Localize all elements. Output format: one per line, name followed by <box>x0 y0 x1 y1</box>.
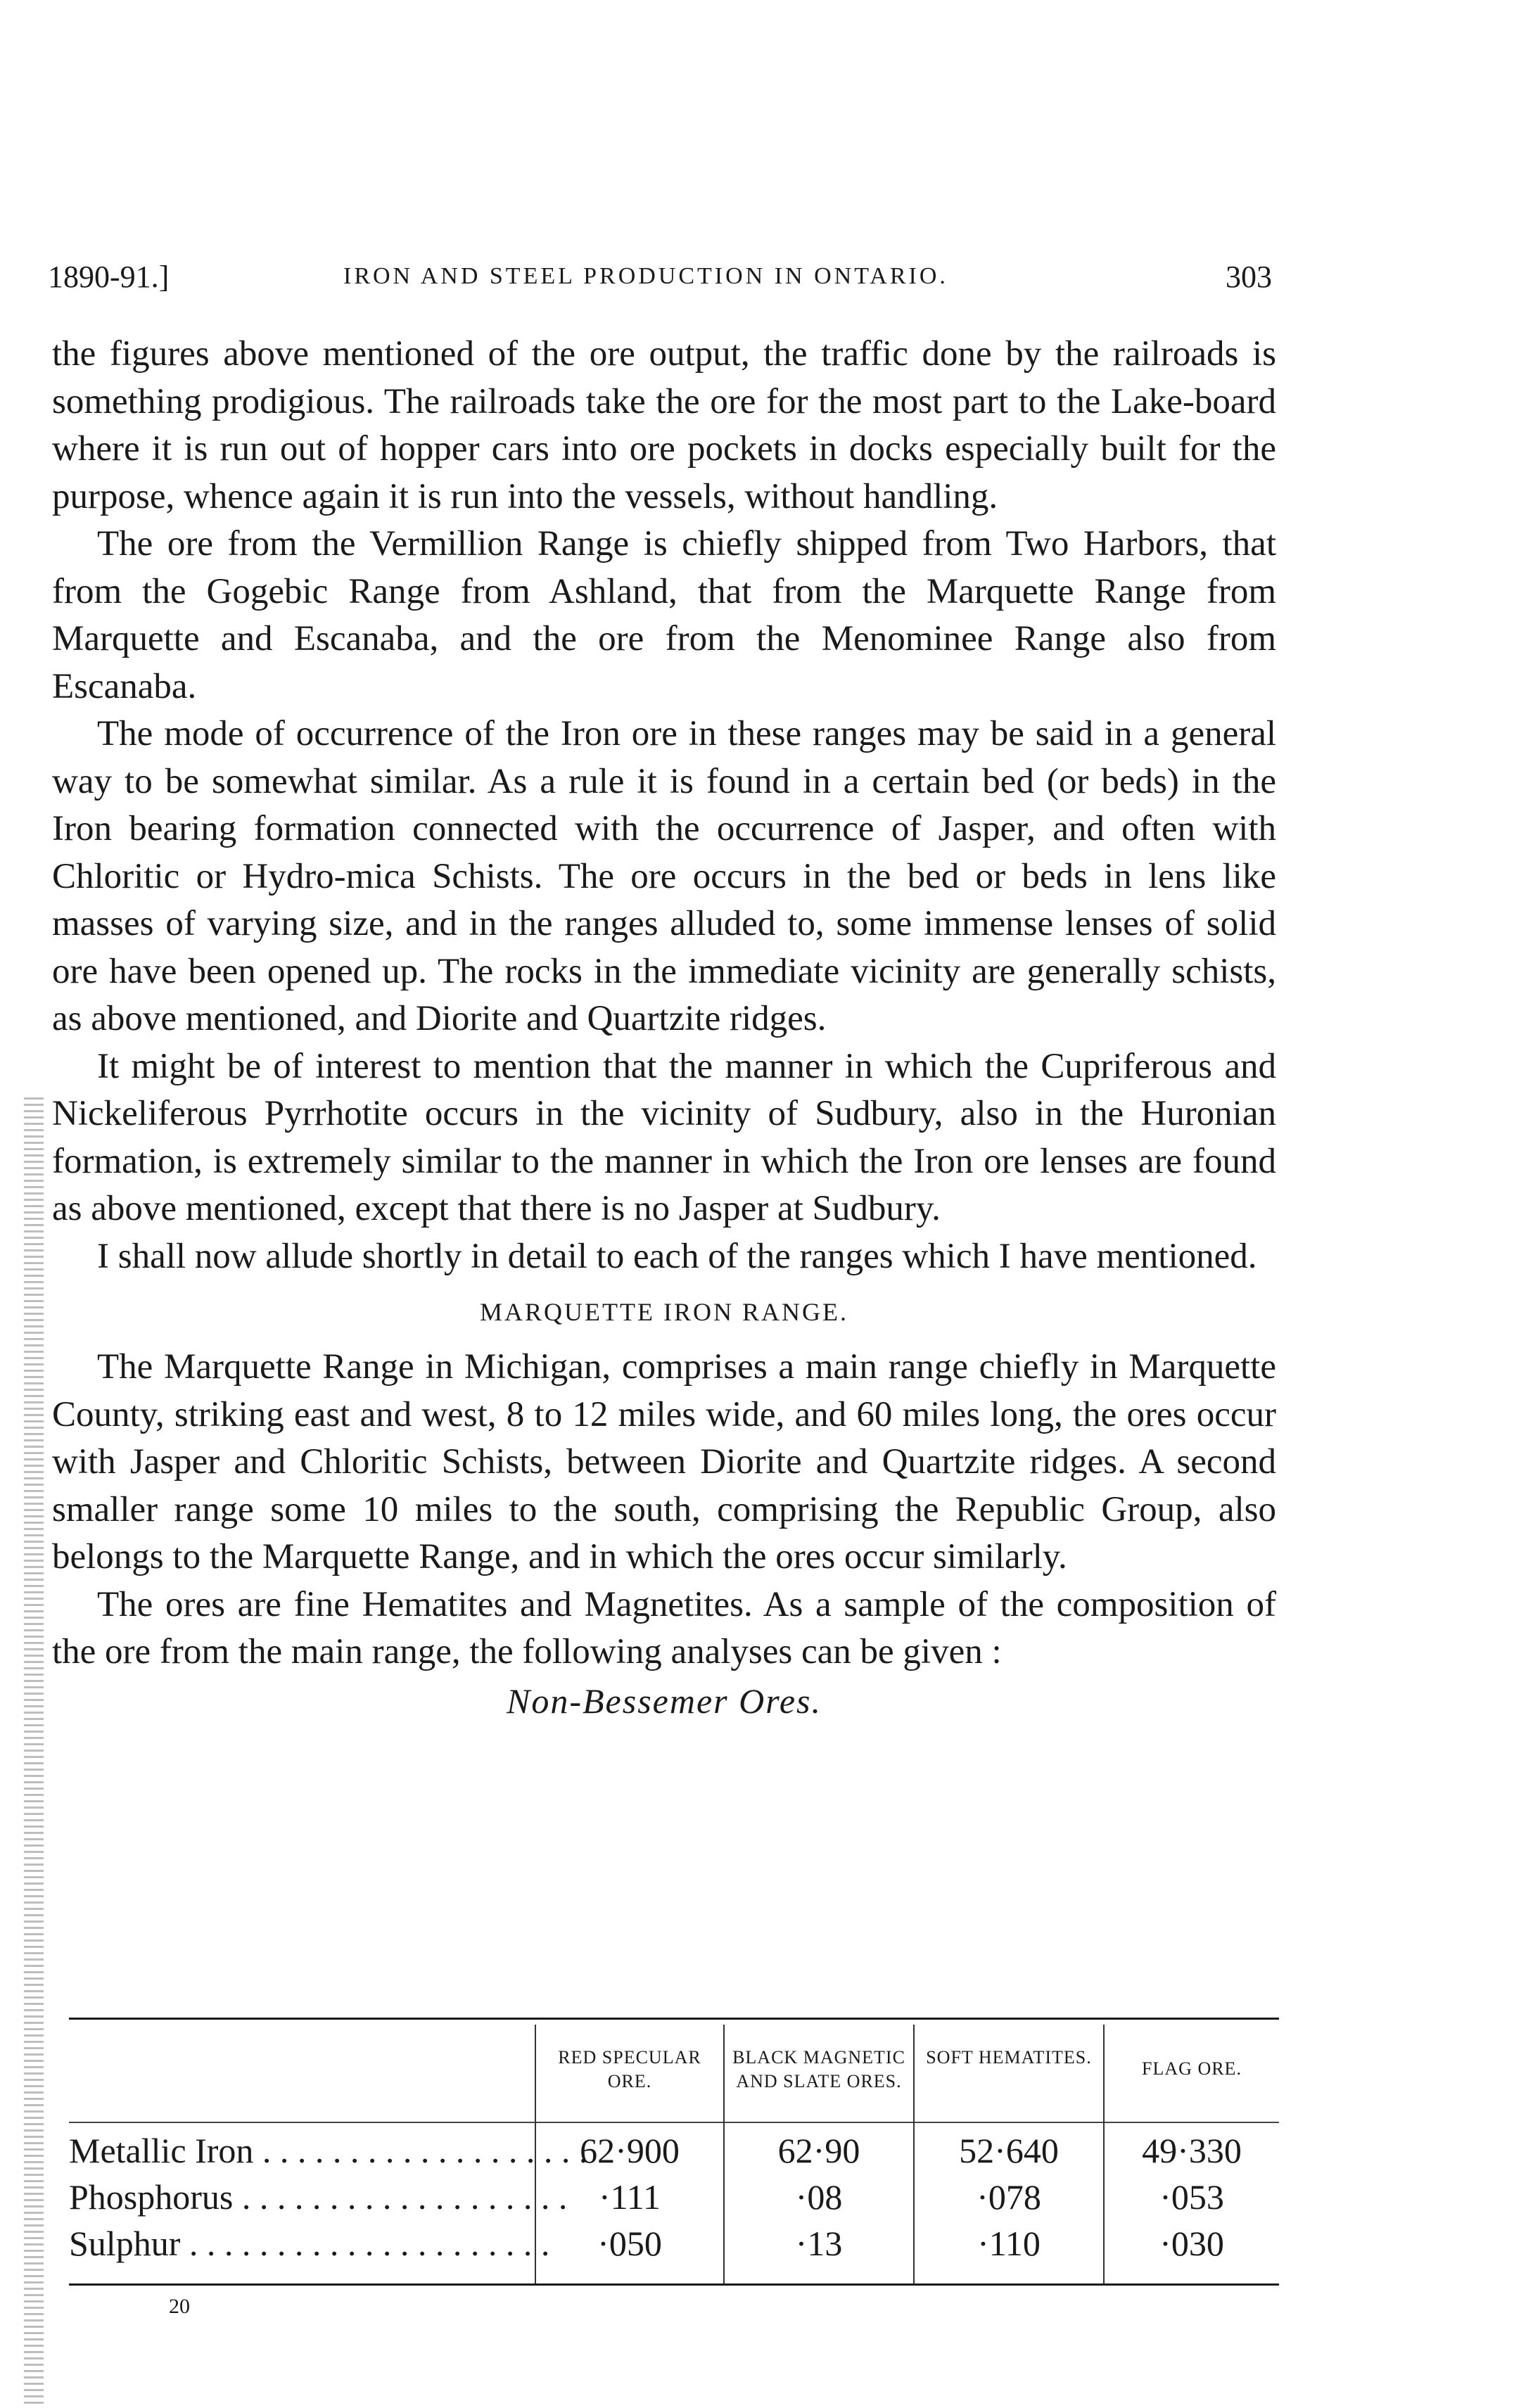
table-cell: ·111 <box>599 2177 661 2217</box>
row-label-text: Phosphorus <box>69 2177 234 2217</box>
column-header-red-specular: RED SPECULAR ORE. <box>558 2047 701 2091</box>
table-cell: ·030 <box>1159 2224 1224 2263</box>
table-cell: ·110 <box>977 2224 1041 2263</box>
body-text <box>52 331 1276 1726</box>
header-year: 1890-91.] <box>48 260 170 294</box>
analysis-table <box>69 2018 1279 2292</box>
table-top-rule <box>69 2018 1279 2020</box>
row-label-text: Metallic Iron <box>69 2131 254 2170</box>
paragraph: It might be of interest to mention that the manner in which the Cupriferous and Nickeliferous Pyrrhotite occurs in the vicinity of Sudbury, also in the Huronian formation, is extremely similar to the manner in which the Iron ore lenses are found as above mentioned, except that there is no Jasper at Sudbury. <box>52 1046 1276 1228</box>
table-cell: ·053 <box>1159 2177 1224 2217</box>
paragraph: The ores are fine Hematites and Magnetites. As a sample of the composition of the ore from the main range, the following analyses can be given : <box>52 1584 1276 1671</box>
paragraph: The ore from the Vermillion Range is chiefly shipped from Two Harbors, that from the Gogebic Range from Ashland, that from the Marquette Range from Marquette and Escanaba, and the ore from the Menominee Range also from Escanaba. <box>52 524 1276 706</box>
header-title: IRON AND STEEL PRODUCTION IN ONTARIO. <box>343 263 948 289</box>
column-divider <box>1103 2025 1105 2283</box>
table-cell: 52·640 <box>959 2131 1059 2170</box>
table-cell: 49·330 <box>1142 2131 1242 2170</box>
table-cell: 62·90 <box>777 2131 860 2170</box>
table-bottom-rule <box>69 2283 1279 2286</box>
table-title: Non-Bessemer Ores. <box>507 1681 822 1721</box>
column-divider <box>913 2025 915 2283</box>
column-divider <box>723 2025 725 2283</box>
row-label-text: Sulphur <box>69 2224 181 2263</box>
table-cell: 62·900 <box>580 2131 680 2170</box>
table-cell: ·13 <box>795 2224 843 2263</box>
table-row-label: Sulphur . . . . . . . . . . . . . . . . . . . . . <box>69 2224 550 2263</box>
column-header-flag-ore: FLAG ORE. <box>1142 2058 1242 2079</box>
paragraph: I shall now allude shortly in detail to each of the ranges which I have mentioned. <box>97 1236 1257 1276</box>
table-row-label: Metallic Iron . . . . . . . . . . . . . . . . . . . <box>69 2131 588 2170</box>
table-cell: ·078 <box>977 2177 1041 2217</box>
paragraph: The Marquette Range in Michigan, comprises a main range chiefly in Marquette County, striking east and west, 8 to 12 miles wide, and 60 miles long, the ores occur with Jasper and Chloritic Schists, between Diorite and Quartzite ridges. A second smaller range some 10 miles to the south, comprising the Republic Group, also belongs to the Marquette Range, and in which the ores occur similarly. <box>52 1347 1276 1576</box>
table-cell: ·08 <box>795 2177 843 2217</box>
page-number: 303 <box>1226 260 1272 294</box>
binding-edge-scan-artifact <box>24 1097 44 2406</box>
table-cell: ·050 <box>597 2224 662 2263</box>
paragraph: the figures above mentioned of the ore output, the traffic done by the railroads is something prodigious. The railroads take the ore for the most part to the Lake-board where it is run out of hopper cars into ore pockets in docks especially built for the purpose, whence again it is run into the vessels, without handling. <box>52 334 1276 516</box>
column-header-black-magnetic: BLACK MAGNETIC AND SLATE ORES. <box>732 2047 905 2091</box>
paragraph: The mode of occurrence of the Iron ore in these ranges may be said in a general way to be somewhat similar. As a rule it is found in a certain bed (or beds) in the Iron bearing formation connected with the occurrence of Jasper, and often with Chloritic or Hydro-mica Schists. The ore occurs in the bed or beds in lens like masses of varying size, and in the ranges alluded to, some immense lenses of solid ore have been opened up. The rocks in the immediate vicinity are generally schists, as above mentioned, and Diorite and Quartzite ridges. <box>52 714 1276 1038</box>
table-header-rule <box>69 2122 1279 2123</box>
section-heading: MARQUETTE IRON RANGE. <box>480 1298 848 1326</box>
table-row-label: Phosphorus . . . . . . . . . . . . . . . . . . . <box>69 2177 568 2217</box>
signature-mark: 20 <box>169 2295 190 2318</box>
column-header-soft-hematites: SOFT HEMATITES. <box>926 2047 1092 2068</box>
running-header <box>48 259 1272 301</box>
